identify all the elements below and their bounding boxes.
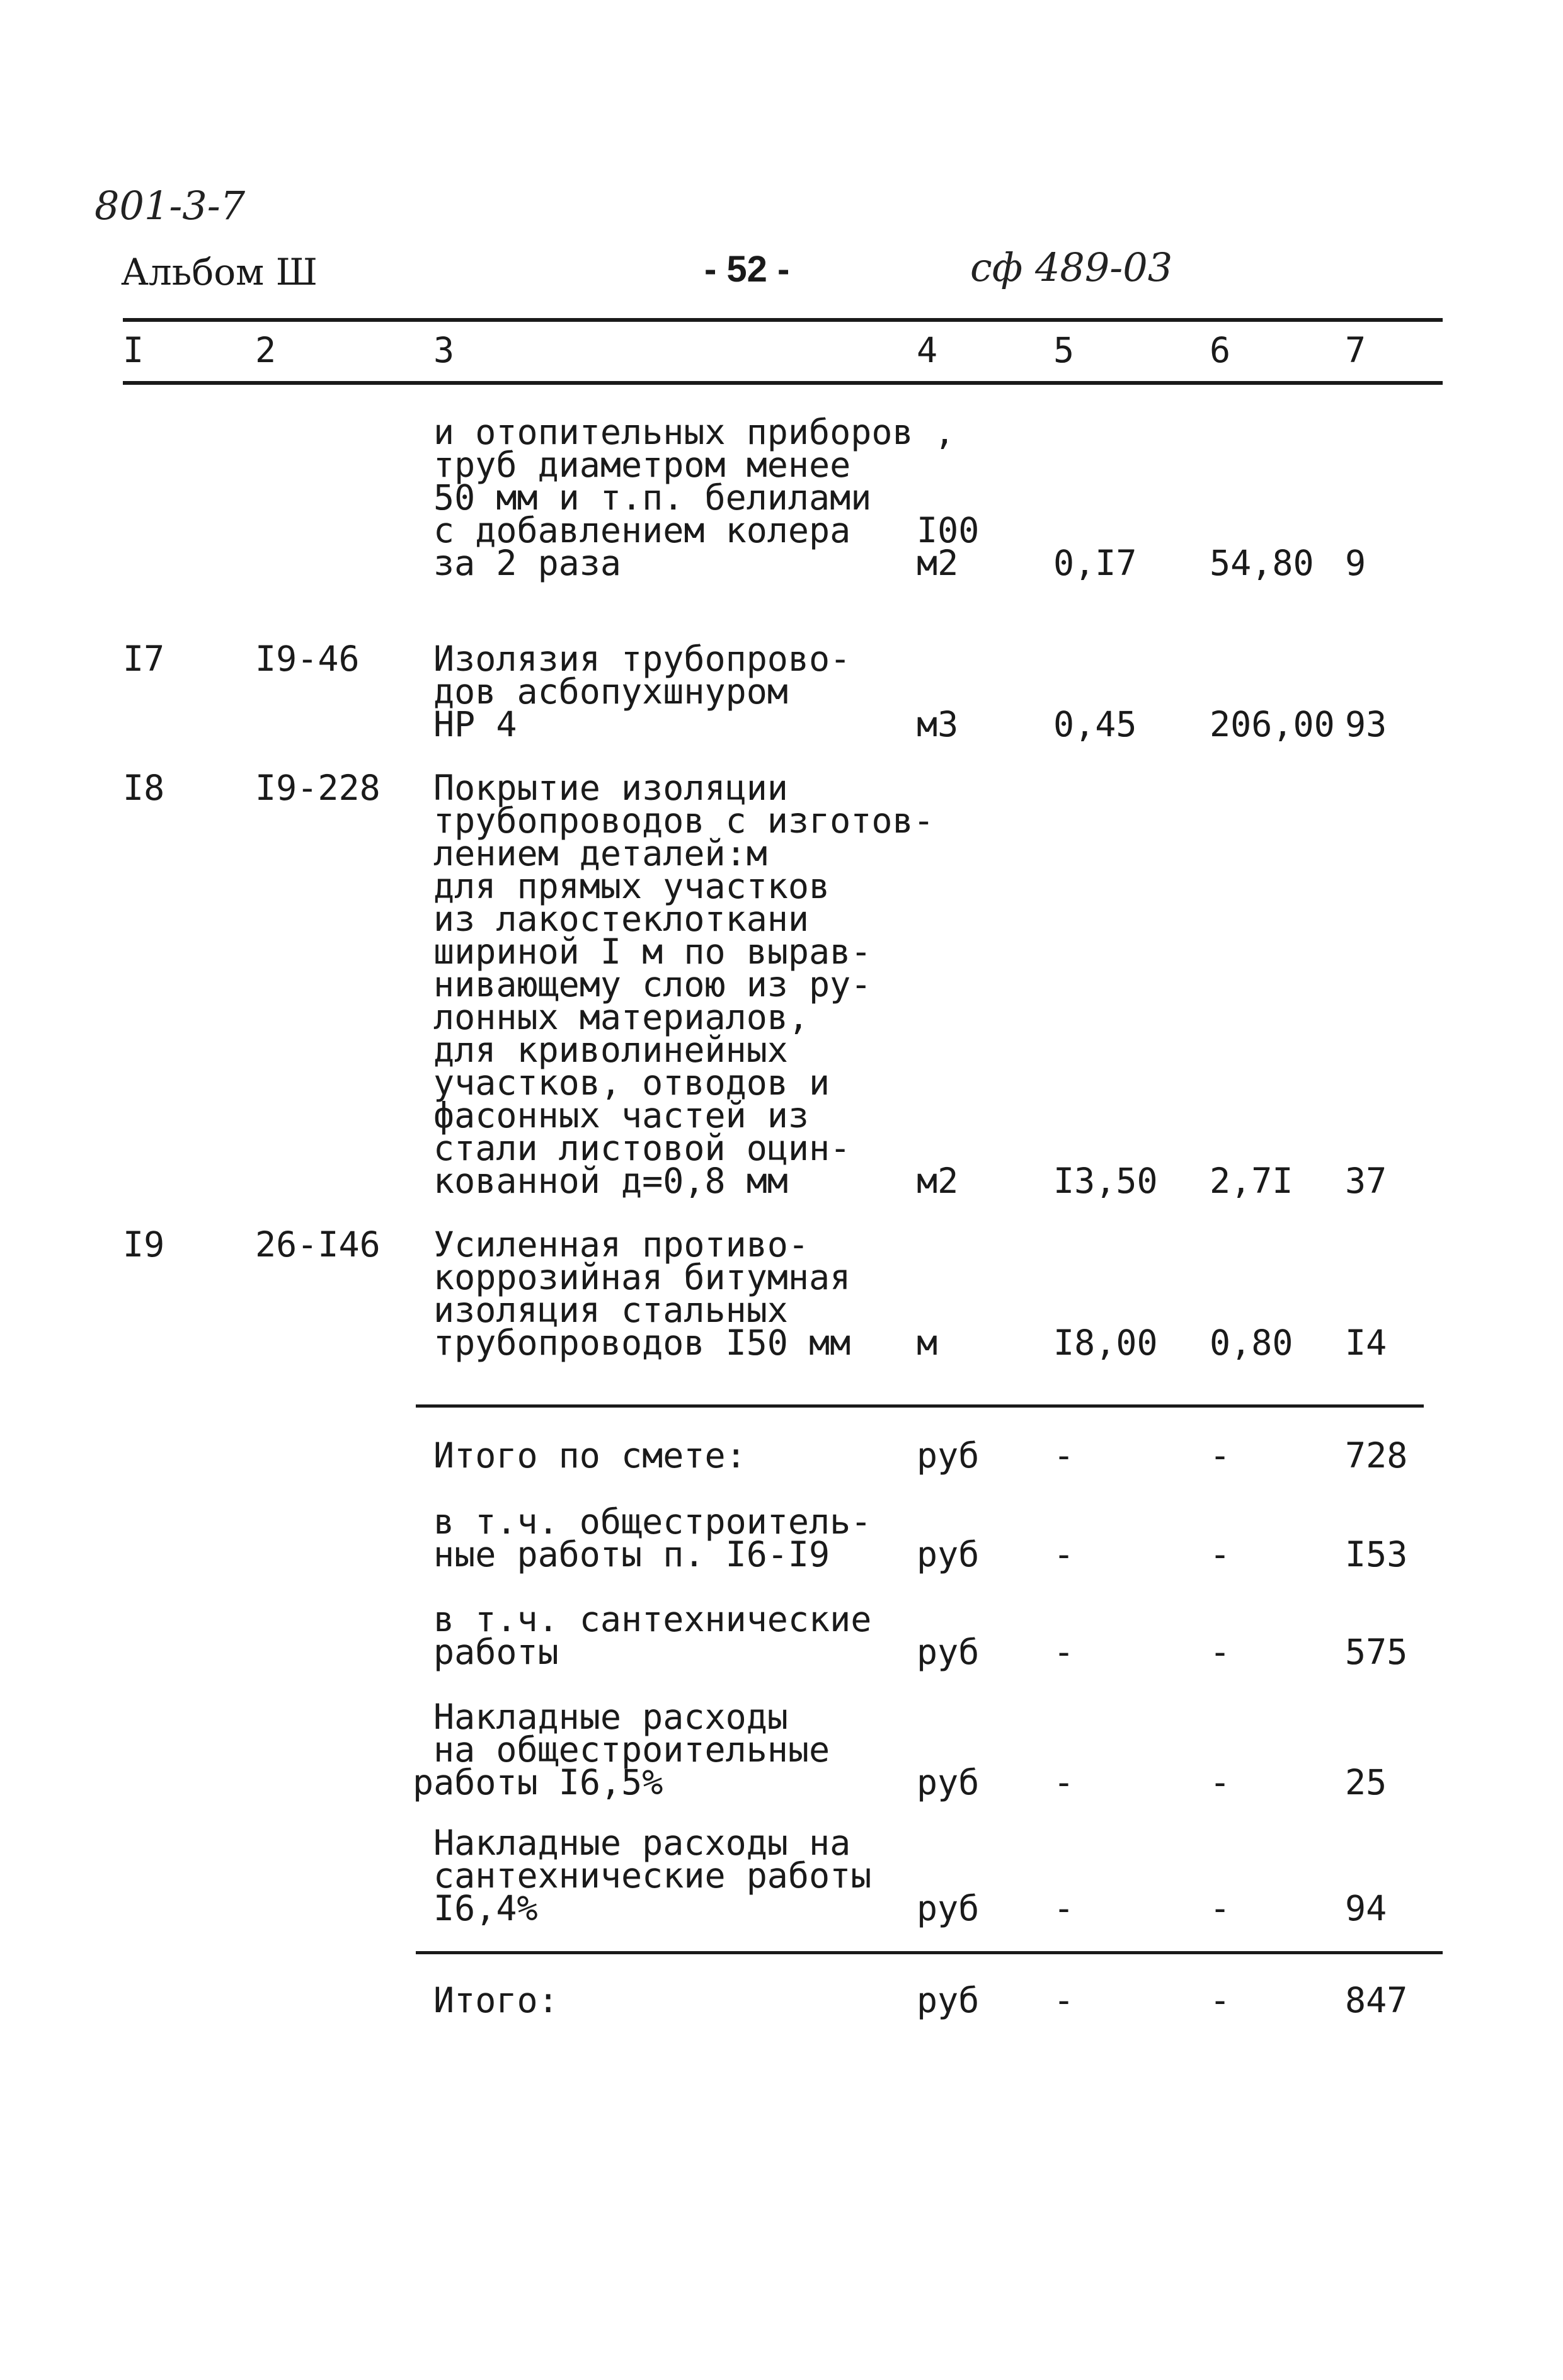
summary-unit-price: - xyxy=(1210,1762,1231,1802)
summary-unit-price: - xyxy=(1210,1888,1231,1928)
summary-total: I53 xyxy=(1345,1534,1408,1574)
column-header-3: 3 xyxy=(433,330,455,370)
row-description-line: трубопроводов с изготов- xyxy=(433,800,934,841)
row-description-line: кованной д=0,8 мм xyxy=(433,1161,788,1201)
row-description-line: нивающему слою из ру- xyxy=(433,964,872,1005)
summary-total: 575 xyxy=(1345,1632,1408,1672)
row-total: I4 xyxy=(1345,1323,1387,1363)
row-description-line: с добавлением колера xyxy=(433,510,851,550)
row-description-line: лением деталей:м xyxy=(433,833,767,874)
row-description-line: для криволинейных xyxy=(433,1030,788,1070)
table-top-rule xyxy=(123,318,1443,322)
row-description-line: фасонных частей из xyxy=(433,1095,810,1136)
summary-description-line: в т.ч. общестроитель- xyxy=(433,1501,872,1542)
row-description-line: для прямых участков xyxy=(433,866,830,906)
row-unit-price: 2,7I xyxy=(1210,1161,1293,1201)
row-quantity: 0,45 xyxy=(1053,704,1137,744)
row-code: I9-46 xyxy=(255,639,360,679)
row-total: 93 xyxy=(1345,704,1387,744)
row-quantity: 0,I7 xyxy=(1053,543,1137,583)
summary-description-line: ные работы п. I6-I9 xyxy=(433,1534,830,1574)
summary-quantity: - xyxy=(1053,1534,1075,1574)
summary-top-rule xyxy=(416,1404,1424,1408)
row-quantity: I8,00 xyxy=(1053,1323,1158,1363)
row-description-line: изоляция стальных xyxy=(433,1290,788,1330)
column-header-4: 4 xyxy=(917,330,938,370)
row-description-line: Покрытие изоляции xyxy=(433,768,788,808)
row-unit-price: 206,00 xyxy=(1210,704,1335,744)
row-code: 26-I46 xyxy=(255,1224,381,1265)
grand-total-quantity: - xyxy=(1053,1980,1075,2020)
row-unit: м2 xyxy=(917,1161,959,1201)
summary-unit-price: - xyxy=(1210,1435,1231,1476)
summary-unit-price: - xyxy=(1210,1632,1231,1672)
row-description-line: участков, отводов и xyxy=(433,1062,830,1103)
row-quantity: I3,50 xyxy=(1053,1161,1158,1201)
summary-quantity: - xyxy=(1053,1435,1075,1476)
row-description-line: дов асбопухшнуром xyxy=(433,671,788,712)
column-header-5: 5 xyxy=(1053,330,1075,370)
row-description-line: НР 4 xyxy=(433,704,517,744)
summary-description-line: Накладные расходы xyxy=(433,1697,788,1737)
row-code: I9-228 xyxy=(255,768,381,808)
table-header-rule xyxy=(123,381,1443,385)
summary-unit: руб xyxy=(917,1534,980,1574)
summary-unit: руб xyxy=(917,1632,980,1672)
row-unit: м3 xyxy=(917,704,959,744)
row-total: 37 xyxy=(1345,1161,1387,1201)
summary-unit-price: - xyxy=(1210,1534,1231,1574)
summary-total: 94 xyxy=(1345,1888,1387,1928)
summary-quantity: - xyxy=(1053,1762,1075,1802)
summary-description-line: работы xyxy=(433,1632,559,1672)
summary-unit: руб xyxy=(917,1888,980,1928)
summary-description-line: сантехнические работы xyxy=(433,1855,872,1896)
row-unit-price: 54,80 xyxy=(1210,543,1314,583)
handwritten-project-code: 801-3-7 xyxy=(94,183,246,229)
row-number: I7 xyxy=(123,639,165,679)
summary-total: 25 xyxy=(1345,1762,1387,1802)
row-description-line: труб диаметром менее xyxy=(433,445,851,485)
grand-total-unit: руб xyxy=(917,1980,980,2020)
row-description-line: за 2 раза xyxy=(433,543,622,583)
handwritten-doc-number: сф 489-03 xyxy=(970,244,1173,290)
row-unit: м xyxy=(917,1323,938,1363)
row-description-line: и отопительных приборов , xyxy=(433,412,955,452)
row-unit: I00 xyxy=(917,510,980,550)
column-header-6: 6 xyxy=(1210,330,1231,370)
row-description-line: коррозийная битумная xyxy=(433,1257,851,1297)
summary-total: 728 xyxy=(1345,1435,1408,1476)
row-description-line: лонных материалов, xyxy=(433,997,810,1037)
row-description-line: Усиленная противо- xyxy=(433,1224,810,1265)
row-description-line: трубопроводов I50 мм xyxy=(433,1323,851,1363)
grand-total-unit-price: - xyxy=(1210,1980,1231,2020)
summary-unit: руб xyxy=(917,1435,980,1476)
summary-unit: руб xyxy=(917,1762,980,1802)
summary-quantity: - xyxy=(1053,1632,1075,1672)
page-number: - 52 - xyxy=(704,249,790,290)
grand-total-label: Итого: xyxy=(433,1980,559,2020)
row-description-line: 50 мм и т.п. белилами xyxy=(433,477,872,518)
row-description-line: Изолязия трубопрово- xyxy=(433,639,851,679)
column-header-1: I xyxy=(123,330,144,370)
row-description-line: стали листовой оцин- xyxy=(433,1128,851,1168)
column-header-2: 2 xyxy=(255,330,277,370)
summary-description-line: Накладные расходы на xyxy=(433,1823,851,1863)
grand-total-value: 847 xyxy=(1345,1980,1408,2020)
row-number: I9 xyxy=(123,1224,165,1265)
row-description-line: шириной I м по вырав- xyxy=(433,931,872,972)
summary-quantity: - xyxy=(1053,1888,1075,1928)
column-header-7: 7 xyxy=(1345,330,1366,370)
row-description-line: из лакостеклоткани xyxy=(433,899,810,939)
album-label: Альбом Ш xyxy=(121,251,318,293)
summary-description-line: I6,4% xyxy=(433,1888,538,1928)
row-total: 9 xyxy=(1345,543,1366,583)
row-unit-price: 0,80 xyxy=(1210,1323,1293,1363)
summary-bottom-rule xyxy=(416,1951,1443,1954)
summary-description-line: в т.ч. сантехнические xyxy=(433,1599,872,1639)
summary-description-line: работы I6,5% xyxy=(413,1762,663,1802)
summary-description-line: на общестроительные xyxy=(433,1729,830,1770)
row-unit: м2 xyxy=(917,543,959,583)
summary-description-line: Итого по смете: xyxy=(433,1435,747,1476)
row-number: I8 xyxy=(123,768,165,808)
